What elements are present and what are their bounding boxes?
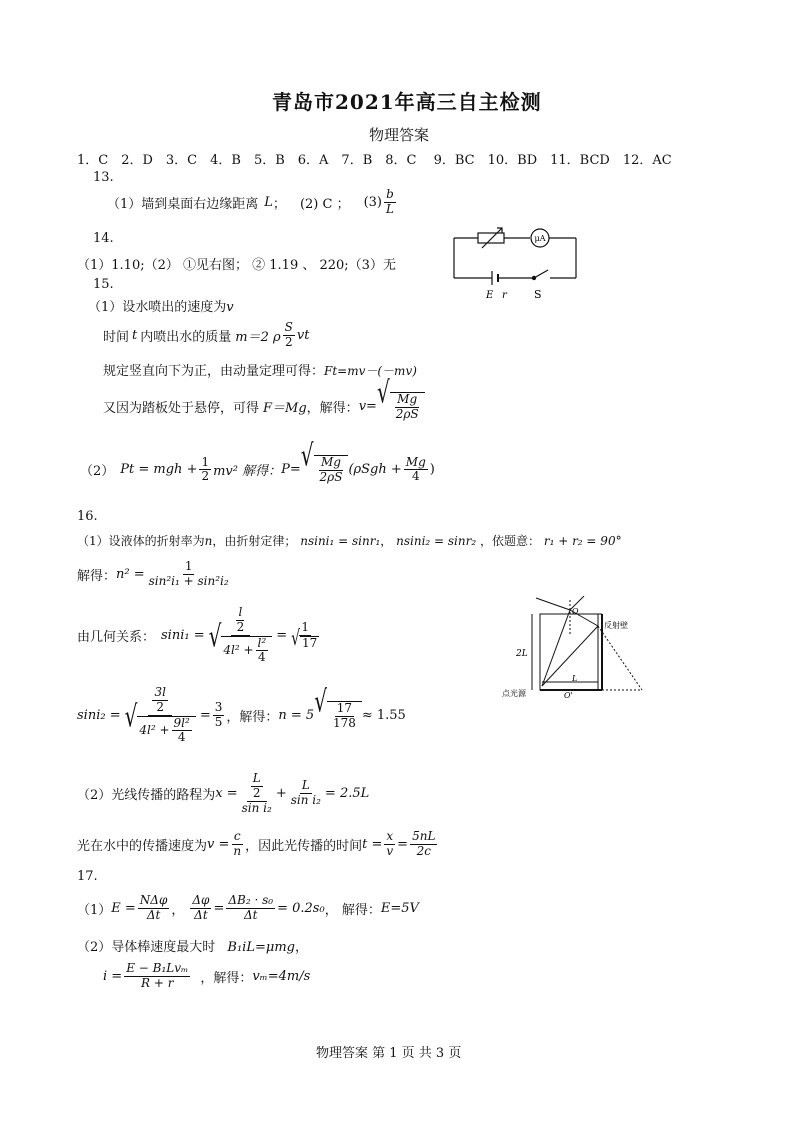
optics-figure xyxy=(502,596,652,700)
q13-sep: ； xyxy=(272,196,286,212)
q16-line5: （2）光线传播的路程为 x = $\frac{\frac{L}{2}}{\text{sin i₂}}$ + $\frac{L}{\text{sin i₂}}$ = 2.5L xyxy=(77,771,370,815)
q15-line5: （2） Pt = mgh + $\frac{1}{2}$ mv² 解得： P= √ $\frac{Mg}{2\rho S}$ (ρSgh + $\frac{Mg}{4}$ ) xyxy=(80,437,435,484)
q13-label: 13. xyxy=(93,170,114,185)
ray-1-out xyxy=(536,598,570,610)
q13-part3: (3) xyxy=(363,194,382,210)
q15-label: 15. xyxy=(93,277,114,292)
q13-part1: （1）墙到桌面右边缘距离 xyxy=(107,196,259,212)
virtual-ray xyxy=(598,626,642,690)
q17-line3: i = $\frac{\text{E − B₁Lvₘ}}{R + r}$ ，解得： vₘ=4m/s xyxy=(103,961,311,990)
q16-line3: 由几何关系： sini₁ = $\frac{l}{2}$ √ 4l² + $\frac{\text{l²}}{4}$ = 1 √ 17 xyxy=(77,605,318,665)
q15-line2: 时间 t 内喷出水的质量 m＝2 ρ $\frac{S}{2}$ vt xyxy=(103,320,310,349)
page-subtitle: 物理答案 xyxy=(369,126,430,144)
rheostat-arrow xyxy=(482,228,502,248)
label-L: L xyxy=(572,674,578,683)
q15-line3: 规定竖直向下为正，由动量定理可得：Ft=mv－(－mv) xyxy=(103,364,417,379)
battery-r-label: r xyxy=(502,290,507,301)
q16-label: 16. xyxy=(77,509,98,524)
q16-line4: sini₂ = $\frac{3l}{2}$ √ 4l² + $\frac{\text{9l²}}{4}$ = $\frac{3}{5}$ ，解得： n = 5 √ $\frac{17}{178}$ ≈ 1.55 xyxy=(77,683,406,745)
q13-fraction: $\frac{b}{L}$ xyxy=(386,187,394,216)
choice-answers: 1．C 2．D 3．C 4．B 5．B 6．A 7．B 8．C 9．BC 10．BD 11．BCD 12．AC xyxy=(77,153,672,168)
q15-line1: （1）设水喷出的速度为v xyxy=(88,300,234,315)
label-O: O xyxy=(572,607,579,616)
ammeter-label: μA xyxy=(534,234,546,243)
label-2L: 2L xyxy=(516,649,528,659)
q13-part2: (2) C ； xyxy=(299,196,350,212)
page-title: 青岛市2021年高三自主检测 xyxy=(272,90,542,114)
q13-L: L xyxy=(264,194,273,210)
ray-2 xyxy=(542,626,598,686)
q14-label: 14. xyxy=(93,231,114,246)
q17-line1: （1） E = $\frac{\text{NΔφ}}{\Delta t}$ ， $\frac{\Delta\varphi}{\Delta t}$ = $\frac{\text{ΔB₂ · s₀}}{\Delta t}$ = 0.2s₀ ， 解得： E=5V xyxy=(77,893,419,922)
battery-E-label: E xyxy=(486,290,494,301)
q17-label: 17. xyxy=(77,869,98,884)
rheostat-icon xyxy=(478,233,504,243)
page-footer: 物理答案 第 1 页 共 3 页 xyxy=(316,1046,462,1061)
label-point-source: 点光源 xyxy=(502,689,526,698)
ray-1 xyxy=(542,610,570,686)
circuit-diagram xyxy=(448,226,583,304)
switch-icon xyxy=(534,270,548,278)
q16-line2: 解得： n² = $\frac{1}{\text{sin²i₁ + sin²i₂}}$ xyxy=(77,559,229,588)
q17-line2: （2）导体棒速度最大时 B₁iL=μmg， xyxy=(77,940,308,955)
q15-line4: 又因为踏板处于悬停，可得 F＝Mg ，解得： v= √ $\frac{Mg}{2\rho S}$ xyxy=(103,392,425,422)
q16-line6: 光在水中的传播速度为 v = $\frac{c}{n}$ ，因此光传播的时间 t = $\frac{x}{v}$ = $\frac{5nL}{2c}$ xyxy=(77,829,436,858)
label-O-prime: O' xyxy=(564,691,573,700)
q13-answer xyxy=(107,188,398,217)
q14-answer: （1）1.10;（2） ①见右图； ② 1.19 、 220;（3）无 xyxy=(77,258,396,273)
label-reflect-wall: 反射壁 xyxy=(604,621,628,630)
q16-line1: （1）设液体的折射率为n，由折射定律； nsini₁ = sinr₁， nsini₂ = sinr₂ ，依题意： r₁ + r₂ = 90° xyxy=(77,534,622,548)
switch-label: S xyxy=(534,288,542,301)
